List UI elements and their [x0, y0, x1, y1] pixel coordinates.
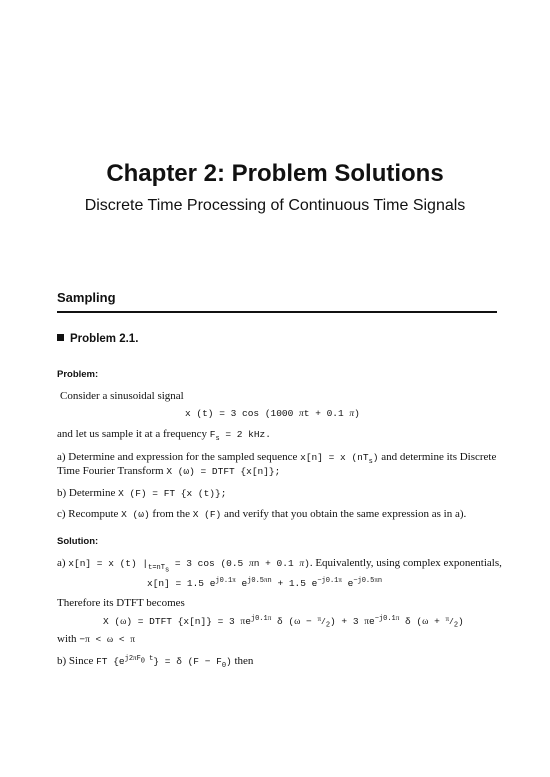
solution-exponential-eq: x[n] = 1.5 $e^{j0.1\pi}$ $e^{j0.5\pi n} + 1.5$ $e^{-j0.1\pi}$ $e^{-j0.5\pi n}$	[147, 576, 383, 590]
problem-intro: Consider a sinusoidal signal	[60, 390, 184, 402]
solution-a-line	[57, 556, 502, 577]
solution-b-line	[57, 651, 497, 673]
signal-equation: x (t) = 3 cos (1000 πt + 0.1 π)	[185, 408, 360, 419]
part-c-line	[57, 507, 497, 522]
solution-label: Solution:	[57, 536, 99, 547]
part-a-dtft-eq: X (ω) = DTFT {x[n]};	[166, 466, 281, 477]
solution-a-eq: x[n] = x (t) $|_{t=nT_s} = 3$ cos (0.5 πn + 0.1 π)	[68, 558, 310, 575]
chapter-title: Chapter 2: Problem Solutions	[106, 160, 444, 187]
problem-heading-label: Problem 2.1.	[70, 333, 139, 345]
section-title: Sampling	[57, 290, 116, 305]
with-line	[57, 632, 497, 647]
solution-a-text-1: a)	[57, 557, 66, 569]
part-b-text: b) Determine	[57, 487, 116, 499]
part-a-line-2	[57, 464, 497, 479]
part-a-sequence-eq: x[n] = x $(nT_s)$	[300, 452, 379, 466]
section-divider	[57, 311, 497, 313]
part-c-text-3: and verify that you obtain the same expression as in a).	[224, 508, 467, 520]
sampling-text: and let us sample it at a frequency	[57, 428, 207, 440]
part-a-text-3: Time Fourier Transform	[57, 465, 164, 477]
sampling-frequency-line	[57, 427, 497, 446]
part-c-text-2: from the	[152, 508, 190, 520]
part-a-text-2: and determine its Discrete	[381, 451, 497, 463]
part-b-eq: X (F) = FT {x (t)};	[118, 488, 227, 499]
solution-dtft-eq: X (ω) = DTFT {x[n]} = 3 $\pi e^{j0.1\pi}$ δ $(\omega - ^\pi/_2) + 3$ $\pi e^{-j0.1\pi}$ δ $(\omega + ^\pi/_2)$	[103, 614, 464, 630]
part-c-text-1: c) Recompute	[57, 508, 119, 520]
sampling-frequency-value: $F_s = 2$ kHz.	[209, 429, 271, 443]
solution-b-eq: FT $\{e^{j2\pi F_0 t}\} = \delta$ $(F - F_0)$	[96, 654, 232, 671]
part-b-line	[57, 486, 497, 501]
therefore-text: Therefore its DTFT becomes	[57, 597, 185, 609]
part-a-text-1: a) Determine and expression for the sampled sequence	[57, 451, 298, 463]
solution-b-text-2: then	[234, 655, 254, 668]
solution-a-text-2: . Equivalently, using complex exponentials,	[309, 557, 502, 569]
with-text: with	[57, 633, 77, 645]
bullet-square-icon	[57, 334, 64, 341]
with-range: −π < ω < π	[79, 634, 136, 645]
part-c-eq-2: X (F)	[192, 509, 222, 520]
part-c-eq-1: X (ω)	[121, 509, 150, 520]
chapter-subtitle: Discrete Time Processing of Continuous Time Signals	[84, 197, 466, 214]
problem-label: Problem:	[57, 369, 99, 380]
solution-b-text-1: b) Since	[57, 655, 94, 668]
problem-heading	[57, 333, 138, 345]
